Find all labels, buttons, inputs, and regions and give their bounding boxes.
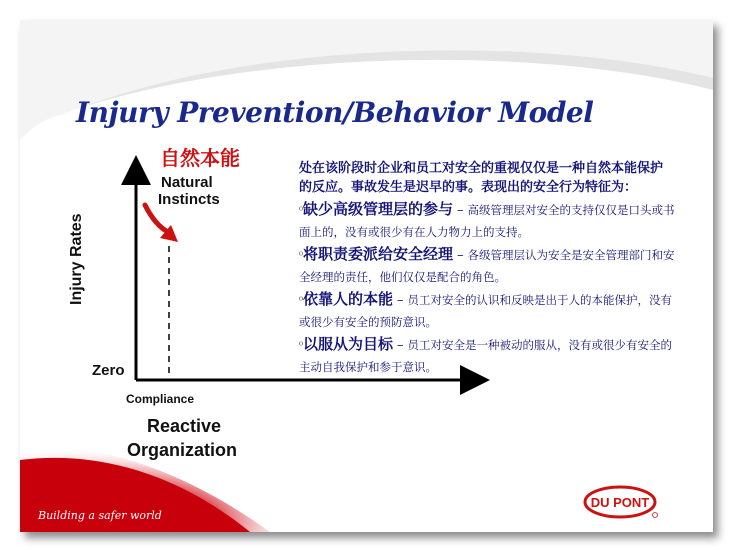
item-description: 员工对安全是一种被动的服从，没有或很少有安全的主动自我保护和参于意识。 xyxy=(299,338,673,374)
caption-organization: Organization xyxy=(127,440,238,460)
x-axis-label: Compliance xyxy=(126,392,195,406)
item-dash: – xyxy=(457,248,464,263)
slide xyxy=(20,20,713,532)
y-axis-label: Injury Rates xyxy=(68,213,85,305)
zero-label: Zero xyxy=(92,362,125,379)
slide-title: Injury Prevention/Behavior Model xyxy=(76,96,594,129)
intro-paragraph: 处在该阶段时企业和员工对安全的重视仅仅是一种自然本能保护的反应。事故发生是迟早的事。表现出的安全行为特征为： xyxy=(299,161,664,195)
stage-label-chinese: 自然本能 xyxy=(160,146,240,170)
dupont-logo xyxy=(582,484,660,520)
item-dash: – xyxy=(457,203,464,218)
bullet-icon: ⁰ xyxy=(299,296,304,307)
logo-text: DU PONT xyxy=(590,495,650,510)
item-description: 高级管理层对安全的支持仅仅是口头或书面上的，没有或很少有在人力物力上的支持。 xyxy=(299,203,675,239)
item-heading: 将职责委派给安全经理 xyxy=(303,245,454,263)
bullet-icon: ⁰ xyxy=(299,341,304,352)
item-dash: – xyxy=(397,338,404,353)
bottom-swoosh-decoration xyxy=(20,20,713,532)
item-description: 各级管理层认为安全是安全管理部门和安全经理的责任，他们仅仅是配合的角色。 xyxy=(299,248,675,284)
item-dash: – xyxy=(397,293,404,308)
item-heading: 缺少高级管理层的参与 xyxy=(303,200,454,218)
item-heading: 依靠人的本能 xyxy=(303,290,394,308)
item-heading: 以服从为目标 xyxy=(303,335,394,353)
caption-reactive: Reactive xyxy=(147,416,222,436)
bullet-icon: ⁰ xyxy=(299,206,304,217)
bullet-icon: ⁰ xyxy=(299,251,304,262)
item-description: 员工对安全的认识和反映是出于人的本能保护，没有或很少有安全的预防意识。 xyxy=(299,293,673,329)
stage-label-instincts: Instincts xyxy=(158,191,220,208)
footer-tagline: Building a safer world xyxy=(38,509,162,522)
stage-label-natural: Natural xyxy=(161,174,213,191)
